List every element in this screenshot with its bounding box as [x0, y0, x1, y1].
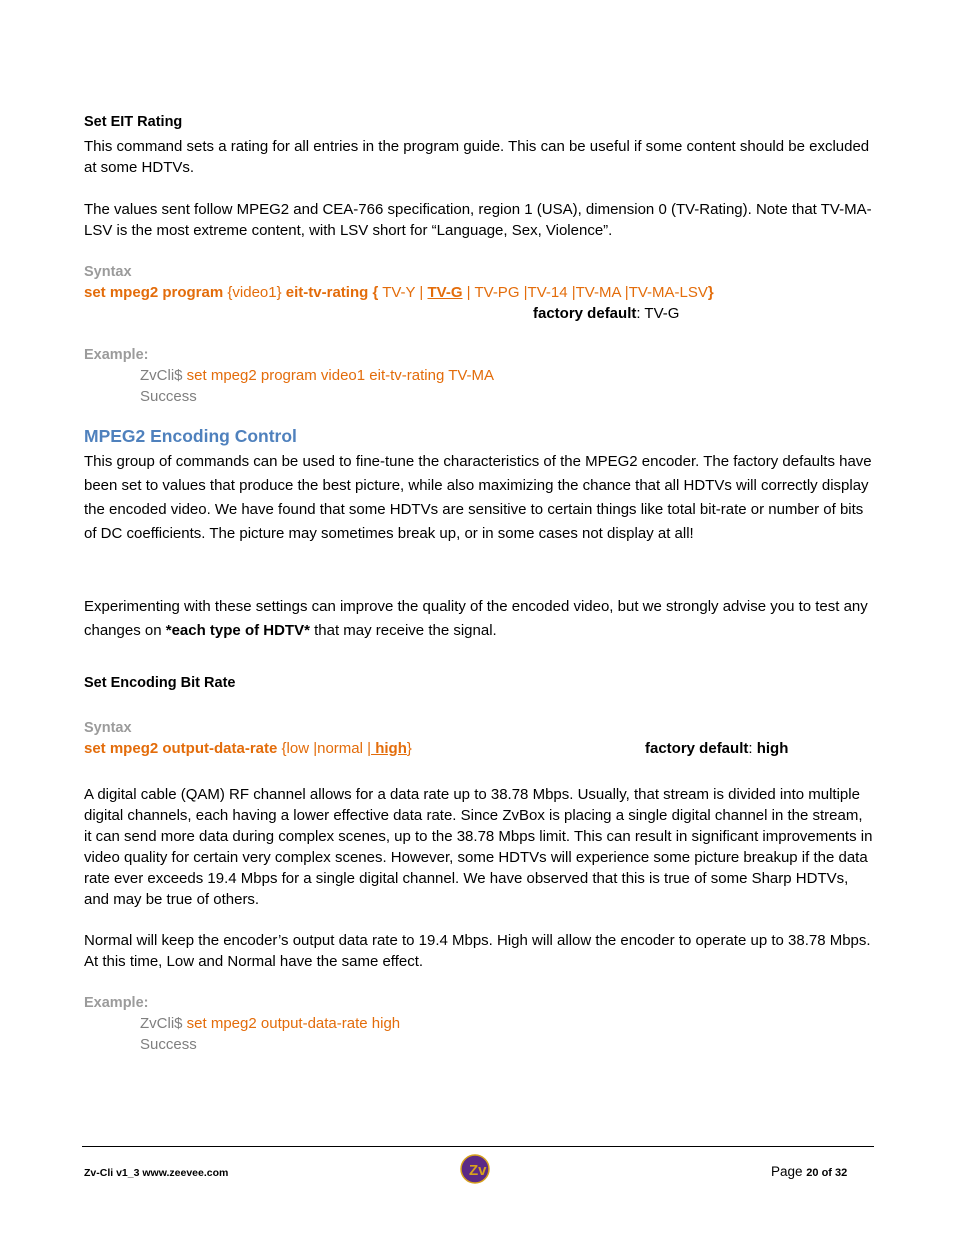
footer-page-info	[771, 1164, 847, 1179]
bitrate-description: A digital cable (QAM) RF channel allows for a data rate up to 38.78 Mbps. Usually, that stream is divided into multiple digital channels, each having a lower effective data rate. Since ZvBox is placing a single digital channel in the stream, it can send more data during complex scenes, up to the 38.78 Mbps limit. This can result in significant improvements in video quality for certain very complex scenes. However, some HDTVs will experience some picture breakup if the data rate ever exceeds 19.4 Mbps for a single digital channel. We have observed that this is true of some Sharp HDTVs, and may be true of others.	[84, 786, 873, 908]
eit-syntax-video: {video1}	[223, 284, 286, 301]
bitrate-factory-value: high	[756, 740, 789, 757]
bitrate-syntax-close: }	[406, 740, 412, 757]
eit-prompt: ZvCli$	[140, 367, 187, 384]
eit-description: This command sets a rating for all entries in the program guide. This can be useful if some content should be excluded at some HDTVs.	[84, 138, 870, 176]
zeevee-logo	[459, 1153, 493, 1189]
eit-syntax-option: eit-tv-rating {	[285, 284, 379, 301]
mpeg2-advice-post: that may receive the signal.	[309, 622, 497, 639]
bitrate-syntax-opts: {low |normal |	[277, 740, 372, 757]
bitrate-factory-label: factory default	[645, 740, 749, 757]
bitrate-modes-note: Normal will keep the encoder’s output data rate to 19.4 Mbps. High will allow the encoder to operate up to 38.78 Mbps. At this time, Low and Normal have the same effect.	[84, 932, 871, 970]
eit-example-cmd: set mpeg2 program video1 eit-tv-rating TV-MA	[186, 367, 495, 384]
bitrate-syntax-default-value: high	[371, 740, 407, 757]
bitrate-heading: Set Encoding Bit Rate	[84, 675, 236, 691]
mpeg2-description: This group of commands can be used to fine-tune the characteristics of the MPEG2 encoder. The factory defaults have been set to values that produce the best picture, while also maximizing the chance that all HDTVs will correctly display the encoded video. We have found that some HDTVs are sensitive to certain things like total bit-rate or number of bits of DC coefficients. The picture may sometimes break up, or in some cases not display at all!	[84, 453, 872, 542]
eit-factory-default	[533, 305, 679, 322]
eit-syntax-line	[84, 284, 714, 301]
eit-example-line	[140, 367, 494, 384]
bitrate-syntax-label: Syntax	[84, 720, 132, 736]
bitrate-factory-default: factory default: high	[645, 740, 789, 757]
eit-syntax-default-value: TV-G	[427, 284, 463, 301]
eit-syntax-v3: | TV-PG |TV-14 |TV-MA |TV-MA-LSV	[462, 284, 708, 301]
bitrate-example-line	[140, 1015, 400, 1032]
mpeg2-advice-bold: *each type of HDTV*	[165, 622, 310, 639]
bitrate-example-cmd: set mpeg2 output-data-rate high	[186, 1015, 401, 1032]
eit-factory-value: : TV-G	[636, 305, 680, 322]
footer-divider	[82, 1146, 874, 1147]
page-number: 20 of 32	[806, 1167, 848, 1179]
eit-syntax-label: Syntax	[84, 264, 132, 280]
footer-doc-info: Zv-Cli v1_3 www.zeevee.com	[84, 1167, 229, 1179]
eit-factory-label: factory default	[533, 305, 637, 322]
bitrate-example-result: Success	[140, 1036, 197, 1053]
eit-syntax-close: }	[707, 284, 714, 301]
eit-example-label: Example:	[84, 347, 149, 363]
zeevee-logo-icon	[459, 1153, 493, 1185]
mpeg2-heading: MPEG2 Encoding Control	[84, 426, 297, 446]
mpeg2-advice	[84, 595, 874, 643]
bitrate-prompt: ZvCli$	[140, 1015, 187, 1032]
eit-syntax-cmd: set mpeg2 program	[84, 284, 224, 301]
page-label: Page	[771, 1164, 803, 1179]
eit-syntax-v1: TV-Y |	[378, 284, 428, 301]
eit-values-note: The values sent follow MPEG2 and CEA-766 specification, region 1 (USA), dimension 0 (TV-Rating). Note that TV-MA-LSV is the most extreme content, with LSV short for “Language, Sex, Violence”.	[84, 201, 872, 239]
eit-example-result: Success	[140, 388, 197, 405]
bitrate-syntax-cmd: set mpeg2 output-data-rate	[84, 740, 278, 757]
bitrate-example-label: Example:	[84, 995, 149, 1011]
mpeg2-advice-pre: Experimenting with these settings can improve the quality of the encoded video, but we strongly advise you to test any changes on	[84, 598, 868, 639]
logo-letters: Zv	[469, 1162, 487, 1179]
eit-heading: Set EIT Rating	[84, 114, 183, 130]
bitrate-syntax-line	[84, 740, 412, 757]
